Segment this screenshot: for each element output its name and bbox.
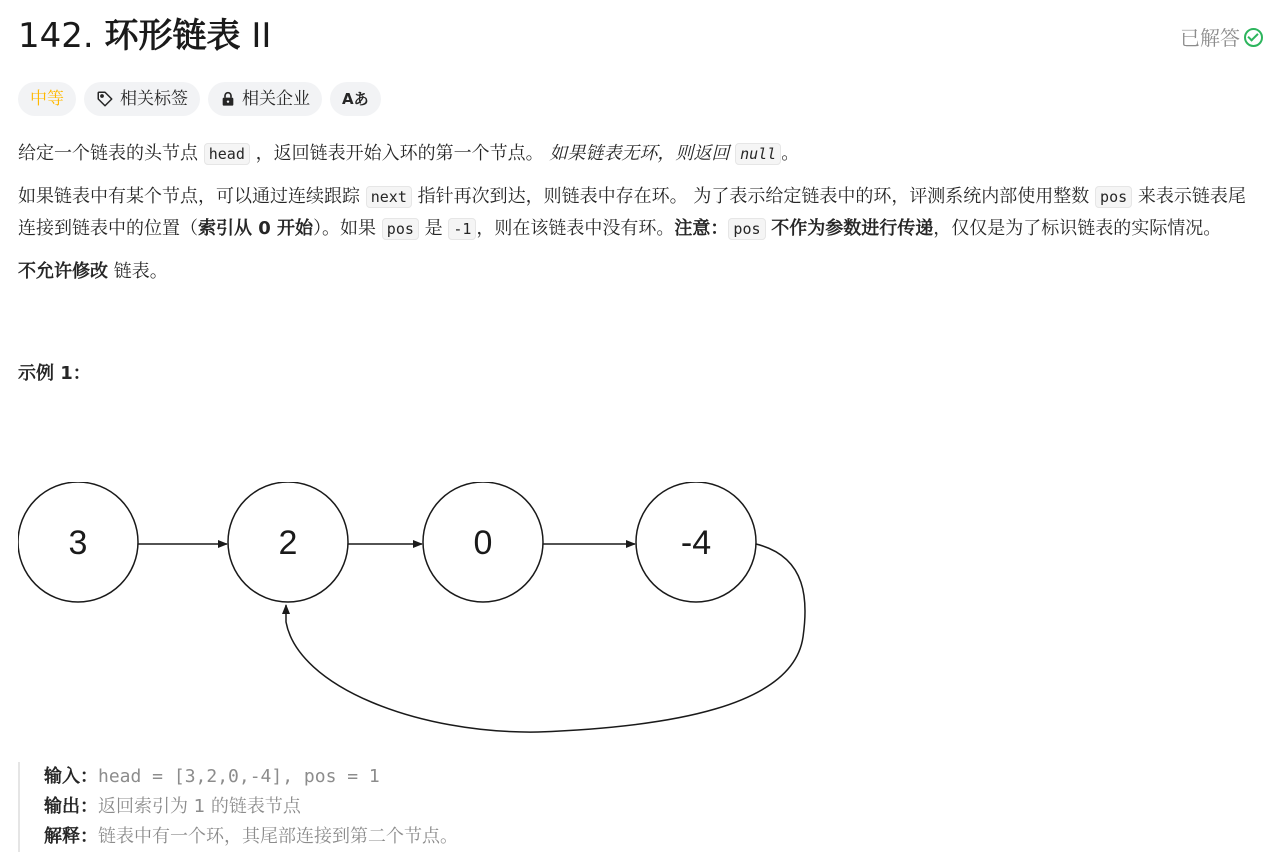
tag-row xyxy=(18,82,1263,116)
related-companies-button[interactable] xyxy=(208,82,322,116)
linked-list-diagram xyxy=(18,482,838,738)
text-segment: 是 xyxy=(424,218,443,239)
example-explain-row xyxy=(44,822,458,852)
translate-icon: Aあ xyxy=(342,90,369,108)
text-segment: 指针再次到达，则链表中存在环。 为了表示给定链表中的环，评测系统内部使用整数 xyxy=(417,186,1090,207)
example-input-row xyxy=(44,762,458,792)
text-segment: ，则在该链表中没有环。 xyxy=(476,218,675,239)
input-value: head = [3,2,0,-4], pos = 1 xyxy=(98,766,380,787)
problem-content xyxy=(18,0,1263,847)
problem-title[interactable] xyxy=(18,14,271,58)
text-segment: 来表示链表尾连接到链表中的位置（ xyxy=(18,186,1246,239)
lock-icon xyxy=(220,91,236,107)
example-output-row xyxy=(44,792,458,822)
title-row xyxy=(18,0,1263,76)
bold-text: 不允许修改 xyxy=(18,261,108,282)
explain-label: 解释： xyxy=(44,826,98,847)
node-label: 0 xyxy=(473,524,493,562)
related-companies-label: 相关企业 xyxy=(242,89,310,109)
problem-name: 环形链表 xyxy=(104,16,241,56)
node-label: 2 xyxy=(278,524,298,562)
text-segment: ）。如果 xyxy=(313,218,377,239)
font-toggle-button[interactable] xyxy=(330,82,381,116)
text-segment: 给定一个链表的头节点 xyxy=(18,143,198,164)
bold-text: 注意： xyxy=(674,218,729,239)
node-label: 3 xyxy=(68,524,88,562)
solved-status xyxy=(1180,22,1263,51)
text-segment: 链表。 xyxy=(113,261,168,282)
inline-code: next xyxy=(366,186,412,208)
description-paragraph-1 xyxy=(18,138,1263,170)
inline-code: -1 xyxy=(448,218,476,240)
difficulty-badge xyxy=(18,82,76,116)
example-title: 示例 1： xyxy=(18,363,91,384)
inline-code: pos xyxy=(728,218,765,240)
solved-label: 已解答 xyxy=(1180,26,1240,50)
text-segment: ，返回链表开始入环的第一个节点。 xyxy=(255,143,544,164)
node-label: -4 xyxy=(680,524,712,562)
text-segment: 。 xyxy=(781,143,800,164)
explain-value: 链表中有一个环，其尾部连接到第二个节点。 xyxy=(98,826,458,847)
related-tags-button[interactable] xyxy=(84,82,200,116)
problem-suffix: II xyxy=(251,16,272,56)
italic-text: 如果链表无环，则返回 xyxy=(549,143,730,164)
bold-text: 索引从 0 开始 xyxy=(198,218,314,239)
tag-icon xyxy=(96,90,114,108)
related-tags-label: 相关标签 xyxy=(120,89,188,109)
bold-text: 不作为参数进行传递 xyxy=(771,218,934,239)
difficulty-label: 中等 xyxy=(30,89,64,109)
inline-code: pos xyxy=(1095,186,1132,208)
problem-number: 142. xyxy=(18,16,94,56)
text-segment: 如果链表中有某个节点，可以通过连续跟踪 xyxy=(18,186,360,207)
inline-code: pos xyxy=(382,218,419,240)
text-segment: ，仅仅是为了标识链表的实际情况。 xyxy=(933,218,1222,239)
check-circle-icon xyxy=(1244,28,1263,47)
input-label: 输入： xyxy=(44,766,98,787)
example-io-block xyxy=(18,762,458,852)
inline-code: null xyxy=(735,143,781,165)
description-paragraph-3 xyxy=(18,256,1263,287)
inline-code: head xyxy=(204,143,250,165)
description-paragraph-2 xyxy=(18,181,1263,245)
output-label: 输出： xyxy=(44,796,98,817)
output-value: 返回索引为 1 的链表节点 xyxy=(98,796,301,817)
